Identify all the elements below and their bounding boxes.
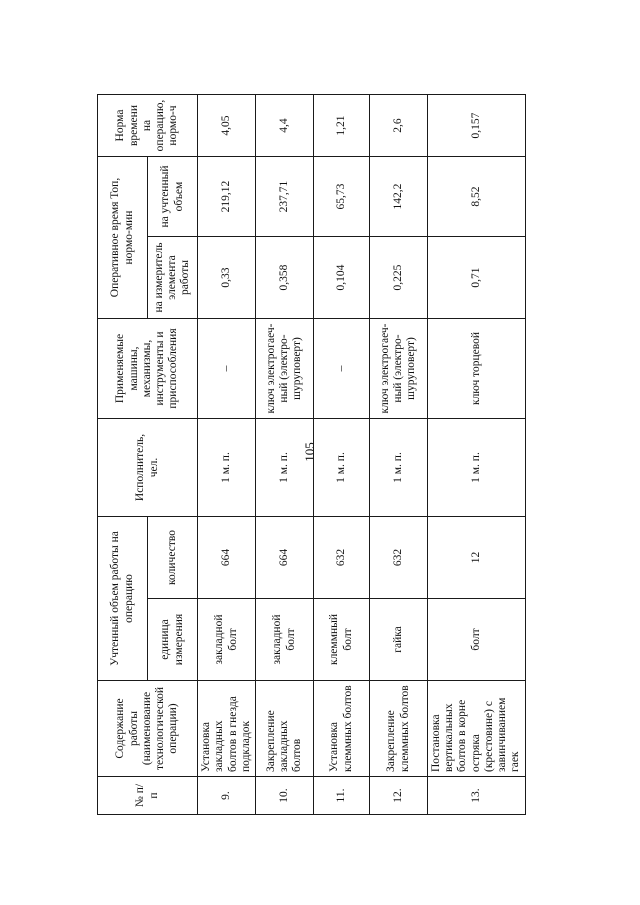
- row-quantity: 664: [198, 517, 256, 599]
- row-per-meter: 0,33: [198, 237, 256, 319]
- header-quantity: количество: [148, 517, 198, 599]
- row-per-volume: 8,52: [428, 157, 526, 237]
- row-executor: 1 м. п.: [428, 419, 526, 517]
- row-norm: 4,05: [198, 95, 256, 157]
- header-norm: Норма времени на операцию, нормо-ч: [98, 95, 198, 157]
- row-quantity: 12: [428, 517, 526, 599]
- row-content: Закрепление закладных болтов: [256, 681, 314, 777]
- row-quantity: 664: [256, 517, 314, 599]
- row-content: Закрепление клеммных болтов: [370, 681, 428, 777]
- table-row: [256, 95, 314, 815]
- row-per-meter: 0,104: [314, 237, 370, 319]
- row-machines: –: [314, 319, 370, 419]
- header-per-meter: на измеритель элемента работы: [148, 237, 198, 319]
- row-num: 13.: [428, 777, 526, 815]
- row-norm: 2,6: [370, 95, 428, 157]
- row-machines: ключ электрогаеч-ный (электро-шуруповерт): [256, 319, 314, 419]
- row-per-volume: 142,2: [370, 157, 428, 237]
- table-row: [370, 95, 428, 815]
- row-num: 11.: [314, 777, 370, 815]
- header-executor: Исполнитель, чел.: [98, 419, 198, 517]
- page-number: 105: [302, 442, 317, 462]
- header-unit: единица измерения: [148, 599, 198, 681]
- row-machines: ключ торцевой: [428, 319, 526, 419]
- row-unit: закладной болт: [198, 599, 256, 681]
- row-num: 9.: [198, 777, 256, 815]
- row-per-meter: 0,225: [370, 237, 428, 319]
- operations-table: [97, 94, 526, 815]
- table-row: [314, 95, 370, 815]
- row-per-meter: 0,358: [256, 237, 314, 319]
- row-quantity: 632: [314, 517, 370, 599]
- row-norm: 1,21: [314, 95, 370, 157]
- row-quantity: 632: [370, 517, 428, 599]
- row-content: Установка закладных болтов в гнезда подкладок: [198, 681, 256, 777]
- header-num: № п/п: [98, 777, 198, 815]
- row-executor: 1 м. п.: [370, 419, 428, 517]
- row-norm: 0,157: [428, 95, 526, 157]
- row-content: Установка клеммных болтов: [314, 681, 370, 777]
- row-executor: 1 м. п.: [198, 419, 256, 517]
- header-per-volume: на учтенный объем: [148, 157, 198, 237]
- header-volume-group: Учтенный объем работы на операцию: [98, 517, 148, 681]
- row-per-meter: 0,71: [428, 237, 526, 319]
- header-optime-group: Оперативное время Топ, нормо-мин: [98, 157, 148, 319]
- row-norm: 4,4: [256, 95, 314, 157]
- row-unit: болт: [428, 599, 526, 681]
- row-executor: 1 м. п.: [256, 419, 314, 517]
- row-num: 12.: [370, 777, 428, 815]
- row-num: 10.: [256, 777, 314, 815]
- row-executor: 1 м. п.: [314, 419, 370, 517]
- row-per-volume: 219,12: [198, 157, 256, 237]
- row-per-volume: 237,71: [256, 157, 314, 237]
- row-per-volume: 65,73: [314, 157, 370, 237]
- row-unit: закладной болт: [256, 599, 314, 681]
- row-machines: ключ электрогаеч-ный (электро-шуруповерт): [370, 319, 428, 419]
- header-machines: Применяемые машины, механизмы, инструменты и приспособления: [98, 319, 198, 419]
- row-machines: –: [198, 319, 256, 419]
- row-unit: гайка: [370, 599, 428, 681]
- row-unit: клеммный болт: [314, 599, 370, 681]
- table-row: [428, 95, 526, 815]
- header-content: Содержание работы (наименование технологической операции): [98, 681, 198, 777]
- row-content: Постановка вертикальных болтов в корне остряка (крестовине) с завинчиванием гаек: [428, 681, 526, 777]
- table-row: [198, 95, 256, 815]
- rotated-table-container: [97, 95, 522, 815]
